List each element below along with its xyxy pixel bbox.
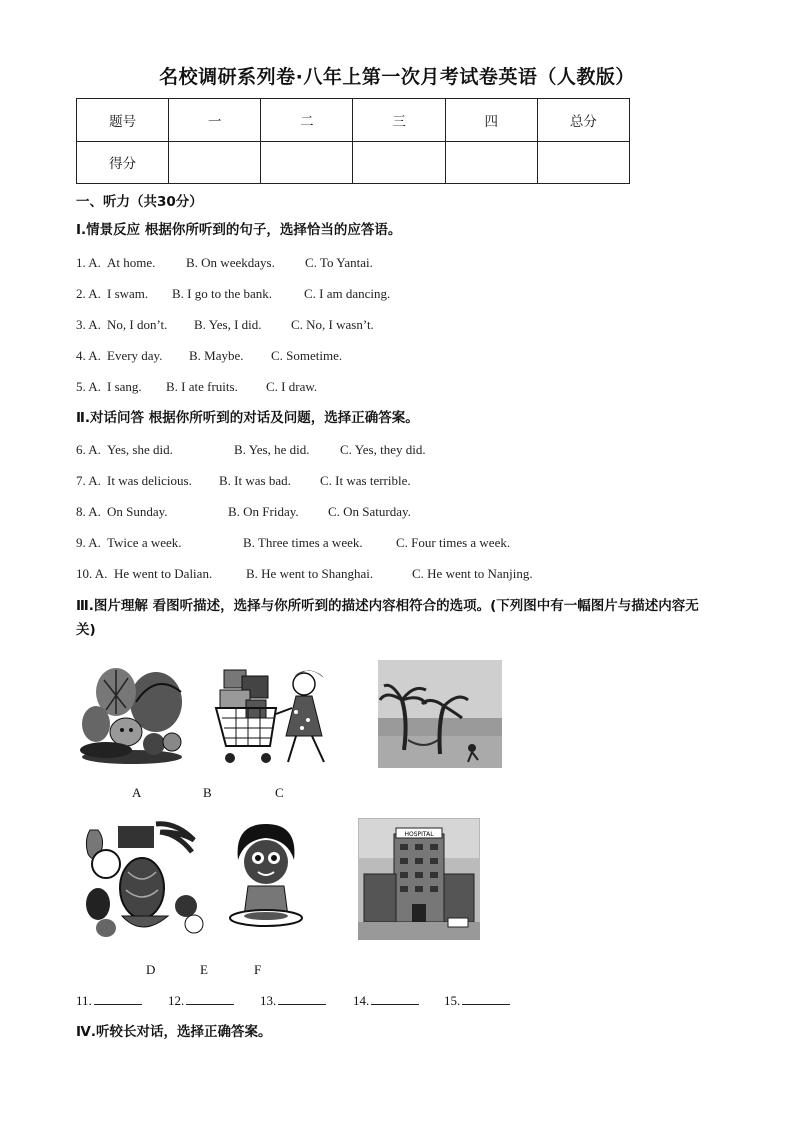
score-table-header-row: [77, 99, 630, 142]
question-number: 3. A.: [76, 317, 101, 332]
score-cell: 题号: [77, 99, 169, 142]
question-number: 6. A.: [76, 442, 101, 457]
option-b: B. I go to the bank.: [172, 286, 273, 301]
option-b: B. On weekdays.: [186, 255, 275, 270]
option-b: B. He went to Shanghai.: [246, 566, 374, 581]
option-b: B. Maybe.: [189, 348, 244, 363]
beach-picture: [378, 660, 502, 768]
score-cell: 三: [353, 99, 445, 142]
hospital-picture: [358, 818, 480, 940]
option-a: Every day.: [107, 348, 163, 363]
score-cell: 得分: [77, 141, 169, 184]
part4-heading: Ⅳ.听较长对话，选择正确答案。: [76, 1024, 272, 1040]
blank-line: [94, 992, 142, 1005]
question-number: 8. A.: [76, 504, 101, 519]
question-number: 10. A.: [76, 566, 108, 581]
score-cell: 总分: [537, 99, 629, 142]
option-a: Twice a week.: [107, 535, 182, 550]
picture-label-c: C: [275, 785, 284, 800]
option-c: C. On Saturday.: [328, 504, 411, 519]
question-number: 9. A.: [76, 535, 101, 550]
blank-line: [186, 992, 234, 1005]
part1-heading: Ⅰ.情景反应 根据你所听到的句子，选择恰当的应答语。: [76, 222, 402, 238]
score-input-cell[interactable]: [261, 141, 353, 184]
option-c: C. Four times a week.: [396, 535, 511, 550]
picture-label-e: E: [200, 962, 208, 977]
picture-label-b: B: [203, 785, 212, 800]
option-a: I sang.: [107, 379, 142, 394]
blank-line: [371, 992, 419, 1005]
girl-eating-picture: [228, 820, 304, 932]
option-c: C. To Yantai.: [305, 255, 373, 270]
score-table: [76, 98, 630, 184]
score-cell: 一: [169, 99, 261, 142]
option-a: Yes, she did.: [107, 442, 173, 457]
option-c: C. No, I wasn’t.: [291, 317, 374, 332]
option-c: C. He went to Nanjing.: [412, 566, 533, 581]
fruits-picture: [76, 820, 206, 940]
blank-number: 12.: [168, 993, 185, 1008]
picture-label-d: D: [146, 962, 156, 977]
blank-number: 11.: [76, 993, 92, 1008]
part3-heading: Ⅲ.图片理解 看图听描述，选择与你所听到的描述内容相符合的选项。(下列图中有一幅图片与描述内容无关): [76, 598, 699, 638]
option-a: He went to Dalian.: [114, 566, 213, 581]
option-b: B. It was bad.: [219, 473, 291, 488]
question-number: 1. A.: [76, 255, 101, 270]
answer-blank-15[interactable]: [444, 992, 510, 1009]
option-b: B. Yes, I did.: [194, 317, 262, 332]
picture-label-f: F: [254, 962, 262, 977]
question-number: 5. A.: [76, 379, 101, 394]
blank-number: 13.: [260, 993, 277, 1008]
score-input-cell[interactable]: [169, 141, 261, 184]
section-heading-listening: 一、听力（共30分）: [76, 194, 203, 210]
option-c: C. I draw.: [266, 379, 318, 394]
option-c: C. Sometime.: [271, 348, 343, 363]
blank-number: 14.: [353, 993, 370, 1008]
option-a: I swam.: [107, 286, 149, 301]
blank-number: 15.: [444, 993, 461, 1008]
option-a: At home.: [107, 255, 156, 270]
option-b: B. Three times a week.: [243, 535, 363, 550]
answer-blank-14[interactable]: [353, 992, 419, 1009]
option-b: B. On Friday.: [228, 504, 299, 519]
hospital-sign: HOSPITAL: [404, 831, 434, 838]
option-b: B. I ate fruits.: [166, 379, 238, 394]
option-c: C. Yes, they did.: [340, 442, 426, 457]
option-c: C. It was terrible.: [320, 473, 411, 488]
picture-label-a: A: [132, 785, 142, 800]
score-input-cell[interactable]: [537, 141, 629, 184]
option-b: B. Yes, he did.: [234, 442, 310, 457]
shopping-picture: [212, 662, 342, 770]
option-a: It was delicious.: [107, 473, 192, 488]
option-a: On Sunday.: [107, 504, 168, 519]
question-number: 7. A.: [76, 473, 101, 488]
score-table-score-row: [77, 141, 630, 184]
option-a: No, I don’t.: [107, 317, 168, 332]
part2-heading: Ⅱ.对话问答 根据你所听到的对话及问题，选择正确答案。: [76, 410, 419, 426]
vegetables-picture: [76, 662, 188, 768]
answer-blank-11[interactable]: [76, 992, 142, 1009]
blank-line: [462, 992, 510, 1005]
question-number: 4. A.: [76, 348, 101, 363]
option-c: C. I am dancing.: [304, 286, 391, 301]
page-title: 名校调研系列卷·八年上第一次月考试卷英语（人教版）: [159, 66, 635, 88]
blank-line: [278, 992, 326, 1005]
answer-blank-13[interactable]: [260, 992, 326, 1009]
score-cell: 四: [445, 99, 537, 142]
score-cell: 二: [261, 99, 353, 142]
score-input-cell[interactable]: [445, 141, 537, 184]
score-input-cell[interactable]: [353, 141, 445, 184]
answer-blank-12[interactable]: [168, 992, 234, 1009]
question-number: 2. A.: [76, 286, 101, 301]
